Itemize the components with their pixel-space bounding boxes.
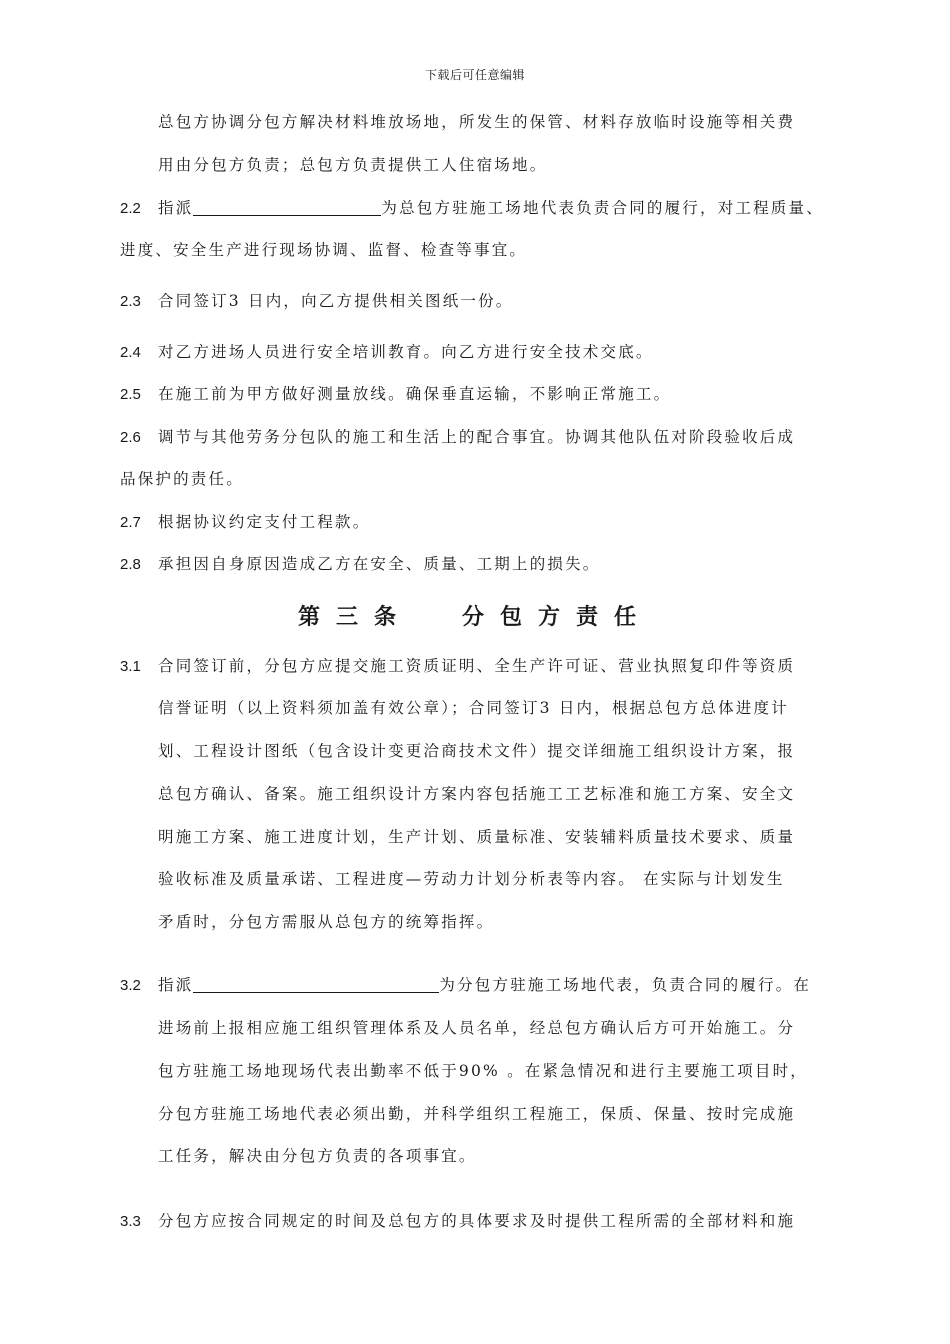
clause-text: 指派 bbox=[158, 976, 194, 994]
clause-text: 在施工前为甲方做好测量放线。确保垂直运输，不影响正常施工。 bbox=[158, 385, 672, 403]
clause-2-4 bbox=[120, 342, 654, 363]
clause-3-2 bbox=[120, 975, 811, 996]
paragraph-line: 用由分包方负责；总包方负责提供工人住宿场地。 bbox=[158, 156, 548, 174]
section-title: 分包方责任 bbox=[462, 604, 653, 630]
paragraph-line: 验收标准及质量承诺、工程进度—劳动力计划分析表等内容。 在实际与计划发生 bbox=[158, 870, 785, 888]
clause-text: 合同签订3 日内，向乙方提供相关图纸一份。 bbox=[158, 292, 514, 310]
clause-text: 合同签订前，分包方应提交施工资质证明、全生产许可证、营业执照复印件等资质 bbox=[158, 657, 796, 675]
paragraph-line: 划、工程设计图纸（包含设计变更洽商技术文件）提交详细施工组织设计方案，报 bbox=[158, 742, 796, 760]
clause-number: 2.4 bbox=[120, 344, 141, 361]
paragraph-line: 矛盾时，分包方需服从总包方的统筹指挥。 bbox=[158, 913, 495, 931]
clause-text: 根据协议约定支付工程款。 bbox=[158, 513, 371, 531]
fill-in-blank[interactable] bbox=[193, 976, 439, 993]
clause-2-3 bbox=[120, 291, 514, 312]
page-header: 下载后可任意编辑 bbox=[424, 68, 525, 82]
clause-2-7 bbox=[120, 512, 370, 533]
clause-number: 2.6 bbox=[120, 429, 141, 446]
paragraph-line: 品保护的责任。 bbox=[120, 470, 244, 488]
paragraph-line: 包方驻施工场地现场代表出勤率不低于90% 。在紧急情况和进行主要施工项目时， bbox=[158, 1062, 808, 1080]
clause-number: 2.2 bbox=[120, 200, 141, 217]
paragraph-line: 分包方驻施工场地代表必须出勤，并科学组织工程施工，保质、保量、按时完成施 bbox=[158, 1105, 796, 1123]
fill-in-blank[interactable] bbox=[193, 199, 381, 216]
clause-2-5 bbox=[120, 384, 671, 405]
clause-2-8 bbox=[120, 554, 601, 575]
clause-number: 2.8 bbox=[120, 556, 141, 573]
clause-3-1 bbox=[120, 656, 795, 677]
section-number: 第三条 bbox=[297, 604, 412, 630]
clause-3-3 bbox=[120, 1211, 795, 1232]
clause-text: 为总包方驻施工场地代表负责合同的履行，对工程质量、 bbox=[381, 199, 824, 217]
clause-text: 调节与其他劳务分包队的施工和生活上的配合事宜。协调其他队伍对阶段验收后成 bbox=[158, 428, 796, 446]
clause-text: 指派 bbox=[158, 199, 194, 217]
clause-text: 对乙方进场人员进行安全培训教育。向乙方进行安全技术交底。 bbox=[158, 343, 654, 361]
paragraph-line: 总包方确认、备案。施工组织设计方案内容包括施工工艺标准和施工方案、安全文 bbox=[158, 785, 796, 803]
clause-text: 为分包方驻施工场地代表，负责合同的履行。在 bbox=[439, 976, 812, 994]
clause-number: 2.7 bbox=[120, 514, 141, 531]
clause-number: 3.1 bbox=[120, 658, 141, 675]
clause-2-6 bbox=[120, 427, 795, 448]
clause-text: 分包方应按合同规定的时间及总包方的具体要求及时提供工程所需的全部材料和施 bbox=[158, 1212, 796, 1230]
clause-text: 承担因自身原因造成乙方在安全、质量、工期上的损失。 bbox=[158, 555, 601, 573]
clause-number: 3.2 bbox=[120, 977, 141, 994]
clause-2-2 bbox=[120, 198, 824, 219]
paragraph-line: 工任务，解决由分包方负责的各项事宜。 bbox=[158, 1147, 477, 1165]
section-heading bbox=[0, 600, 950, 631]
paragraph-line: 总包方协调分包方解决材料堆放场地，所发生的保管、材料存放临时设施等相关费 bbox=[158, 113, 796, 131]
clause-number: 3.3 bbox=[120, 1213, 141, 1230]
paragraph-line: 进场前上报相应施工组织管理体系及人员名单，经总包方确认后方可开始施工。分 bbox=[158, 1019, 796, 1037]
paragraph-line: 明施工方案、施工进度计划，生产计划、质量标准、安装辅料质量技术要求、质量 bbox=[158, 828, 796, 846]
paragraph-line: 信誉证明（以上资料须加盖有效公章）；合同签订3 日内，根据总包方总体进度计 bbox=[158, 699, 789, 717]
paragraph-line: 进度、安全生产进行现场协调、监督、检查等事宜。 bbox=[120, 241, 528, 259]
clause-number: 2.3 bbox=[120, 293, 141, 310]
clause-number: 2.5 bbox=[120, 386, 141, 403]
